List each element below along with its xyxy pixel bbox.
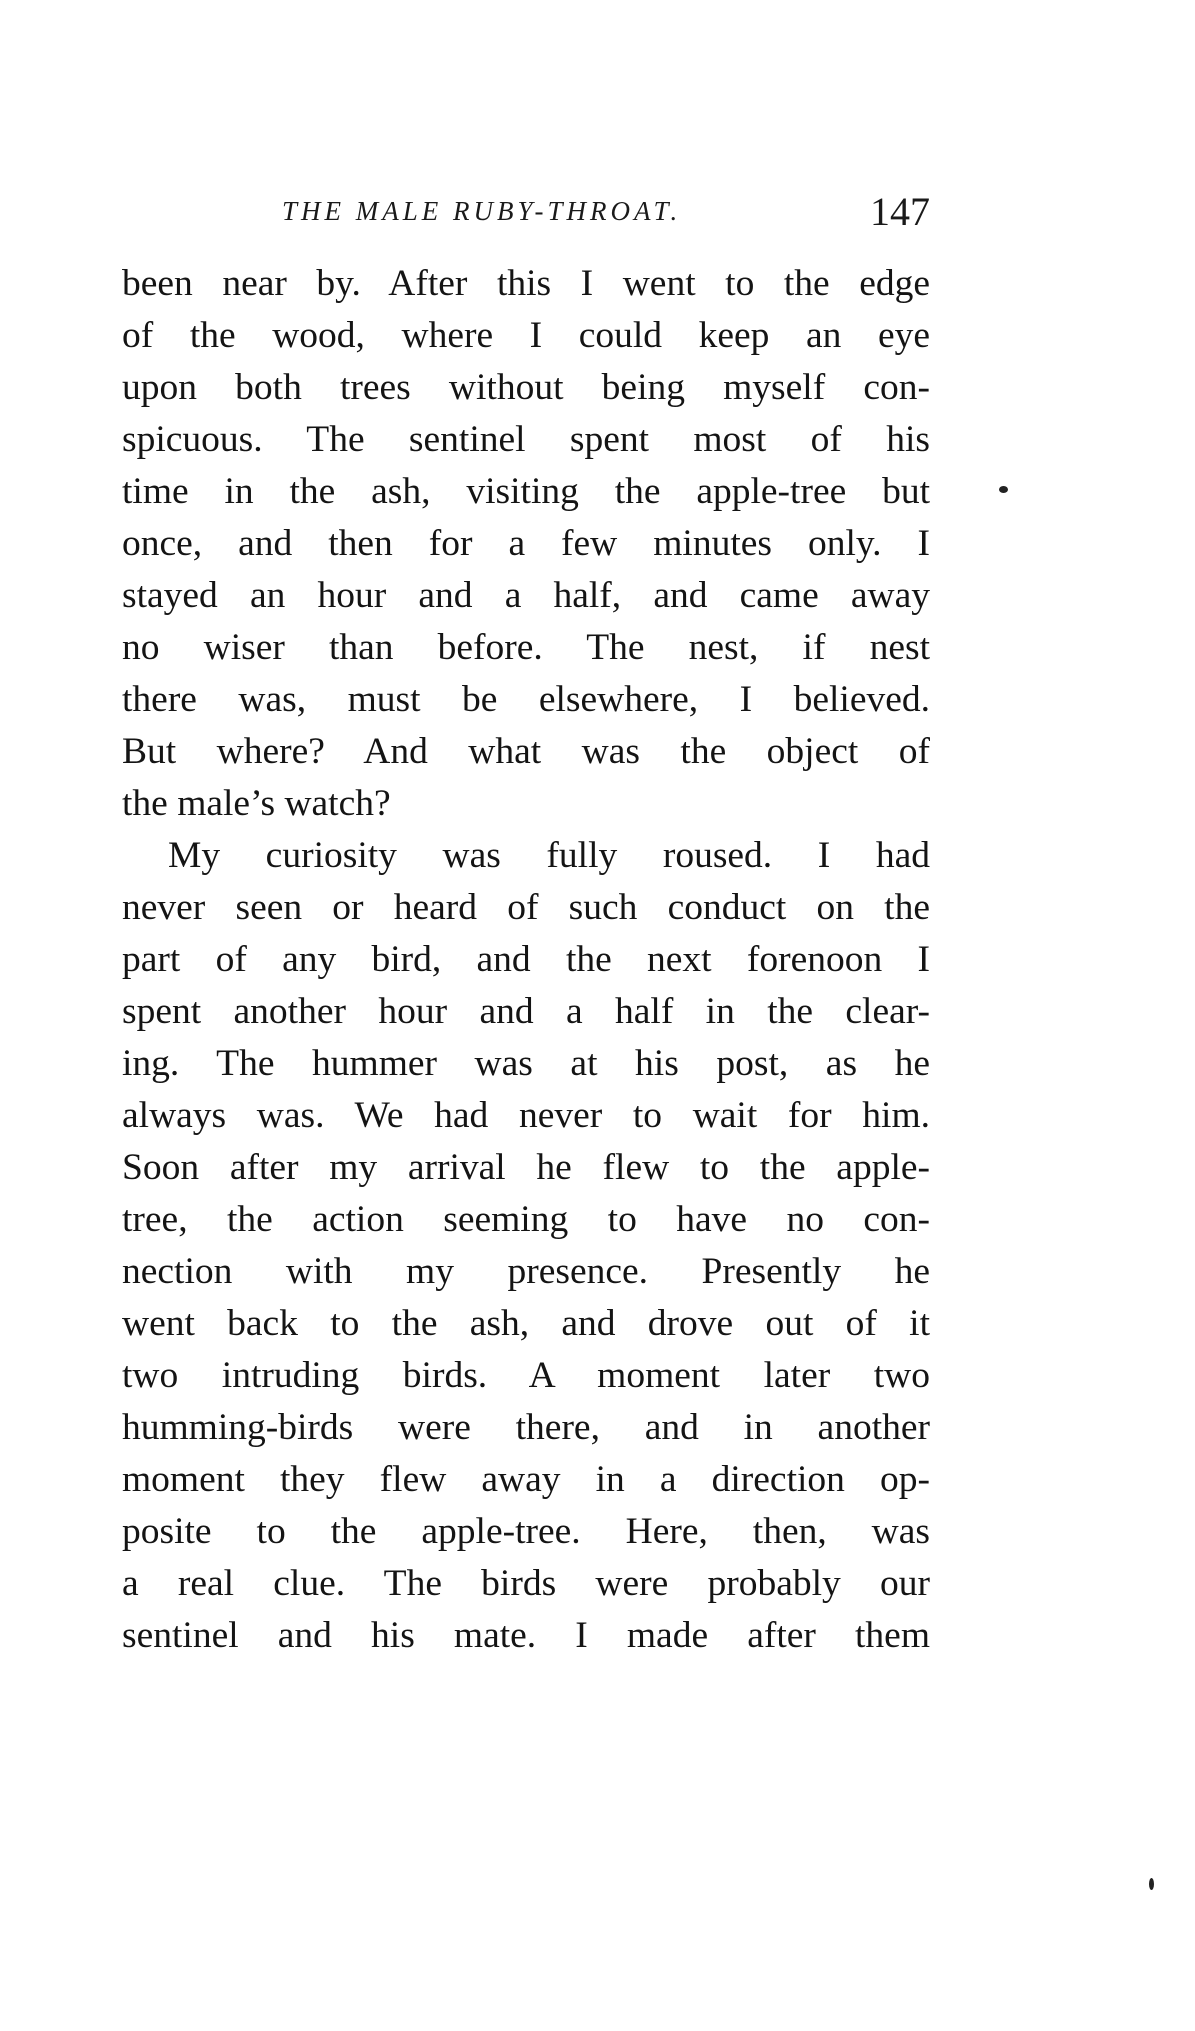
text-line: spent another hour and a half in the clear- xyxy=(122,991,930,1032)
text-line: no wiser than before. The nest, if nest xyxy=(122,627,930,668)
page-number: 147 xyxy=(870,189,930,234)
text-line: But where? And what was the object of xyxy=(122,731,930,772)
text-line: two intruding birds. A moment later two xyxy=(122,1355,930,1396)
text-line: ing. The hummer was at his post, as he xyxy=(122,1043,930,1084)
text-line: Soon after my arrival he flew to the apple- xyxy=(122,1147,930,1188)
body-text xyxy=(122,258,930,1662)
text-line: sentinel and his mate. I made after them xyxy=(122,1615,930,1656)
text-line: the male’s watch? xyxy=(122,783,391,824)
running-title: THE MALE RUBY-THROAT. xyxy=(282,196,682,226)
text-line: stayed an hour and a half, and came away xyxy=(122,575,930,616)
text-line: tree, the action seeming to have no con- xyxy=(122,1199,930,1240)
text-line: a real clue. The birds were probably our xyxy=(122,1563,930,1604)
ink-speck xyxy=(999,486,1008,493)
text-line: went back to the ash, and drove out of it xyxy=(122,1303,930,1344)
running-head xyxy=(122,188,930,238)
text-line: upon both trees without being myself con- xyxy=(122,367,930,408)
text-line: been near by. After this I went to the edge xyxy=(122,263,930,304)
text-line: time in the ash, visiting the apple-tree but xyxy=(122,471,930,512)
text-line: always was. We had never to wait for him. xyxy=(122,1095,930,1136)
text-line: posite to the apple-tree. Here, then, was xyxy=(122,1511,930,1552)
text-line: never seen or heard of such conduct on the xyxy=(122,887,930,928)
text-line: of the wood, where I could keep an eye xyxy=(122,315,930,356)
text-line: humming-birds were there, and in another xyxy=(122,1407,930,1448)
ink-speck xyxy=(1149,1878,1154,1890)
paragraph-first-line: My curiosity was fully roused. I had xyxy=(168,835,930,876)
text-line: spicuous. The sentinel spent most of his xyxy=(122,419,930,460)
text-line: once, and then for a few minutes only. I xyxy=(122,523,930,564)
text-line: moment they flew away in a direction op- xyxy=(122,1459,930,1500)
text-line: part of any bird, and the next forenoon I xyxy=(122,939,930,980)
text-line: nection with my presence. Presently he xyxy=(122,1251,930,1292)
text-line: there was, must be elsewhere, I believed. xyxy=(122,679,930,720)
